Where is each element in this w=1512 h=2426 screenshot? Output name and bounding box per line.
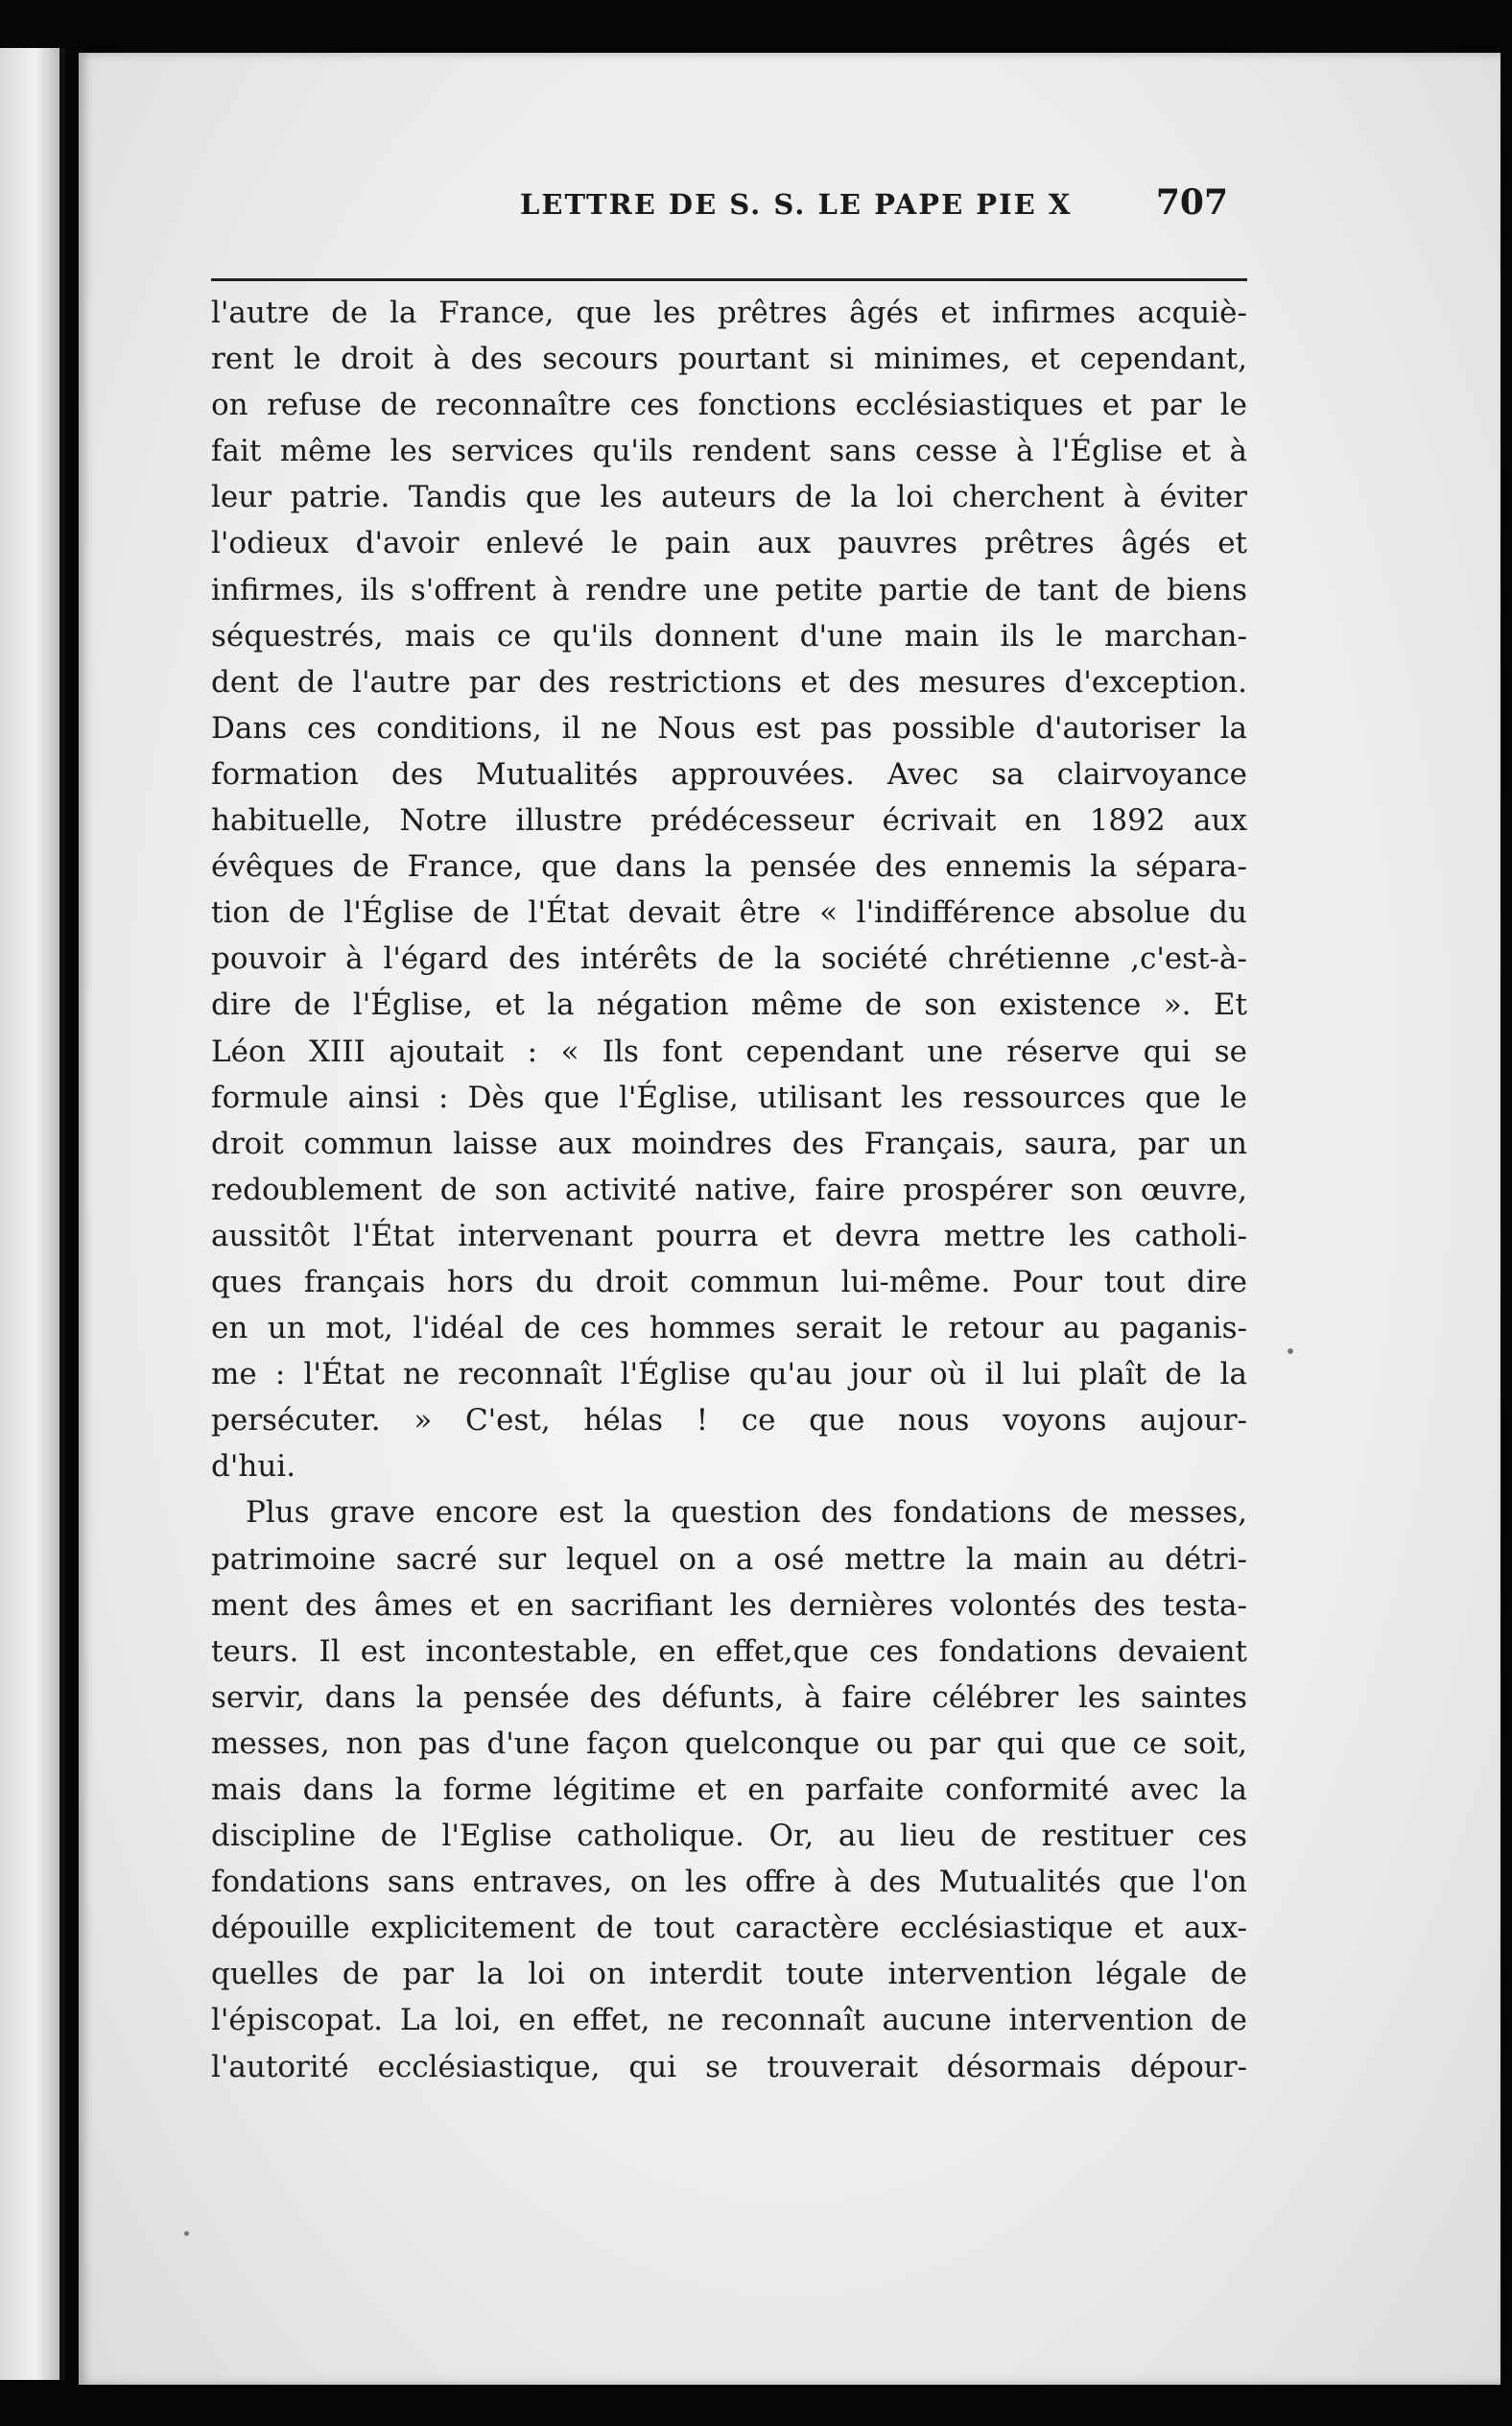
text-line: habituelle, Notre illustre prédécesseur écrivait en 1892 aux bbox=[211, 803, 1247, 839]
speck-mark bbox=[1288, 1348, 1293, 1354]
text-line: l'autre de la France, que les prêtres âgés et infirmes acquiè- bbox=[211, 296, 1247, 330]
running-head bbox=[211, 171, 1247, 238]
header-rule bbox=[211, 278, 1247, 281]
text-line: aussitôt l'État intervenant pourra et devra mettre les catholi- bbox=[211, 1218, 1247, 1253]
text-line: d'hui. bbox=[211, 1449, 296, 1485]
text-line: l'autorité ecclésiastique, qui se trouverait désormais dépour- bbox=[211, 2049, 1247, 2084]
text-line: Dans ces conditions, il ne Nous est pas possible d'autoriser la bbox=[211, 710, 1247, 746]
text-line: dent de l'autre par des restrictions et des mesures d'exception. bbox=[211, 664, 1247, 700]
text-line: patrimoine sacré sur lequel on a osé mettre la main au détri- bbox=[211, 1541, 1247, 1577]
text-line: leur patrie. Tandis que les auteurs de la loi cherchent à éviter bbox=[211, 480, 1247, 515]
text-line: persécuter. » C'est, hélas ! ce que nous voyons aujour- bbox=[211, 1403, 1247, 1439]
text-line: ques français hors du droit commun lui-même. Pour tout dire bbox=[211, 1264, 1247, 1299]
text-line: évêques de France, que dans la pensée des ennemis la sépara- bbox=[211, 849, 1247, 885]
text-line: discipline de l'Eglise catholique. Or, au lieu de restituer ces bbox=[211, 1819, 1247, 1854]
text-line: me : l'État ne reconnaît l'Église qu'au jour où il lui plaît de la bbox=[211, 1357, 1247, 1392]
running-title: LETTRE DE S. S. LE PAPE PIE X bbox=[520, 188, 1073, 221]
text-line: dire de l'Église, et la négation même de son existence ». Et bbox=[211, 987, 1247, 1023]
text-line: pouvoir à l'égard des intérêts de la société chrétienne ,c'est-à- bbox=[211, 941, 1247, 977]
left-page-edge bbox=[0, 48, 65, 2380]
text-line: tion de l'Église de l'État devait être « l'indifférence absolue du bbox=[211, 895, 1247, 931]
body-text bbox=[211, 290, 1247, 2090]
text-line: l'odieux d'avoir enlevé le pain aux pauvres prêtres âgés et bbox=[211, 526, 1247, 561]
text-line: Léon XIII ajoutait : « Ils font cependant une réserve qui se bbox=[211, 1034, 1247, 1069]
speck-mark bbox=[184, 2231, 189, 2236]
text-line: en un mot, l'idéal de ces hommes serait le retour au paganis- bbox=[211, 1311, 1247, 1346]
text-line: rent le droit à des secours pourtant si minimes, et cependant, bbox=[211, 342, 1247, 377]
text-line: l'épiscopat. La loi, en effet, ne reconnaît aucune intervention de bbox=[211, 2003, 1247, 2038]
text-line: fait même les services qu'ils rendent sans cesse à l'Église et à bbox=[211, 434, 1247, 469]
text-line: messes, non pas d'une façon quelconque ou par qui que ce soit, bbox=[211, 1725, 1247, 1761]
text-line: formule ainsi : Dès que l'Église, utilisant les ressources que le bbox=[211, 1080, 1247, 1115]
text-line: fondations sans entraves, on les offre à des Mutualités que l'on bbox=[211, 1865, 1247, 1900]
text-line: mais dans la forme légitime et en parfaite conformité avec la bbox=[211, 1772, 1247, 1807]
page-number: 707 bbox=[1155, 182, 1228, 223]
text-line: droit commun laisse aux moindres des Français, saura, par un bbox=[211, 1126, 1247, 1161]
text-line: quelles de par la loi on interdit toute intervention légale de bbox=[211, 1957, 1247, 1992]
text-line: servir, dans la pensée des défunts, à faire célébrer les saintes bbox=[211, 1679, 1247, 1715]
text-line: on refuse de reconnaître ces fonctions ecclésiastiques et par le bbox=[211, 388, 1247, 423]
text-line: séquestrés, mais ce qu'ils donnent d'une main ils le marchan- bbox=[211, 618, 1247, 654]
text-line: formation des Mutualités approuvées. Avec sa clairvoyance bbox=[211, 756, 1247, 792]
text-line: dépouille explicitement de tout caractère ecclésiastique et aux- bbox=[211, 1911, 1247, 1946]
text-line: teurs. Il est incontestable, en effet,que ces fondations devaient bbox=[211, 1633, 1247, 1669]
text-line: ment des âmes et en sacrifiant les dernières volontés des testa- bbox=[211, 1587, 1247, 1623]
text-line: redoublement de son activité native, faire prospérer son œuvre, bbox=[211, 1172, 1247, 1207]
text-line: infirmes, ils s'offrent à rendre une petite partie de tant de biens bbox=[211, 572, 1247, 607]
text-line: Plus grave encore est la question des fondations de messes, bbox=[246, 1495, 1247, 1531]
